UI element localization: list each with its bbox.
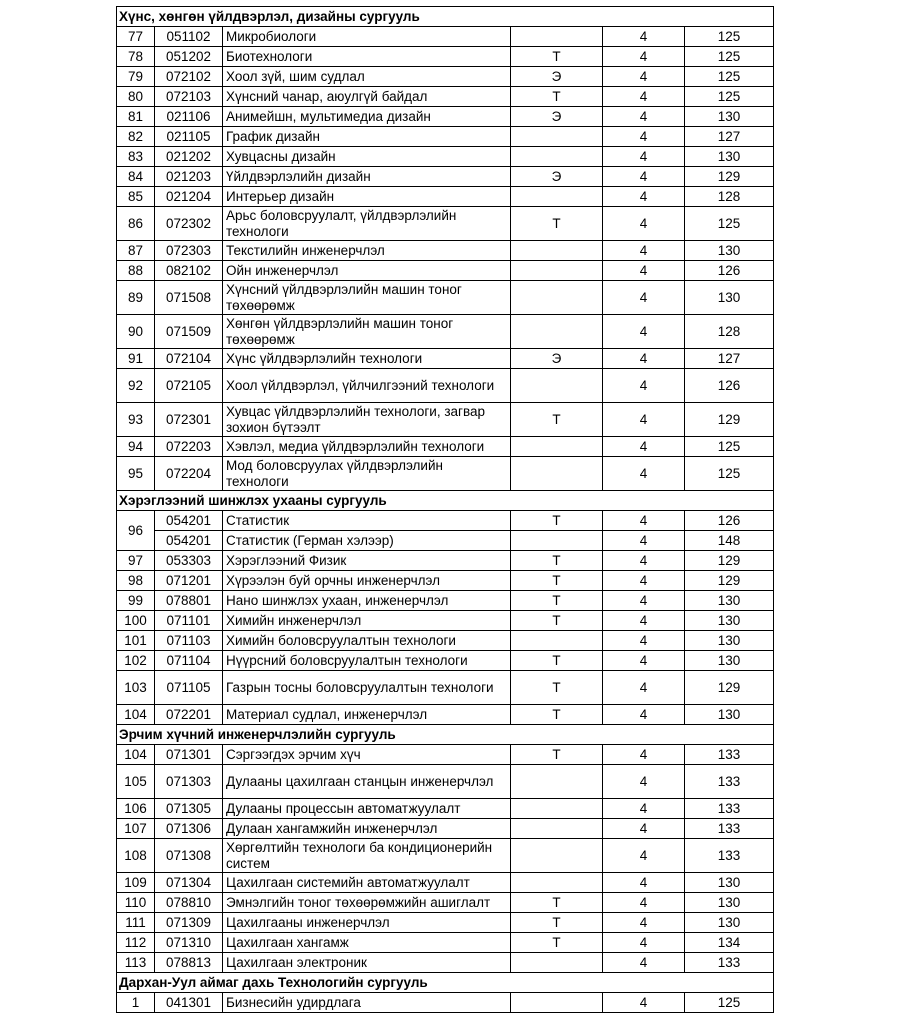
program-name: Статистик (Герман хэлээр) xyxy=(223,531,511,551)
program-code: 072203 xyxy=(155,437,223,457)
program-mark xyxy=(511,187,603,207)
program-credits: 129 xyxy=(685,571,774,591)
row-number: 112 xyxy=(117,933,155,953)
program-years: 4 xyxy=(603,147,685,167)
program-credits: 130 xyxy=(685,147,774,167)
program-code: 082102 xyxy=(155,261,223,281)
row-number: 80 xyxy=(117,87,155,107)
program-years: 4 xyxy=(603,765,685,799)
program-credits: 130 xyxy=(685,241,774,261)
row-number: 93 xyxy=(117,403,155,437)
program-credits: 129 xyxy=(685,551,774,571)
table-row xyxy=(117,745,774,765)
program-name: Хувцасны дизайн xyxy=(223,147,511,167)
program-mark: Т xyxy=(511,403,603,437)
program-credits: 125 xyxy=(685,457,774,491)
program-years: 4 xyxy=(603,933,685,953)
row-number: 107 xyxy=(117,819,155,839)
program-name: Хүнс үйлдвэрлэлийн технологи xyxy=(223,349,511,369)
program-credits: 133 xyxy=(685,745,774,765)
program-years: 4 xyxy=(603,551,685,571)
row-number: 108 xyxy=(117,839,155,873)
program-mark xyxy=(511,127,603,147)
program-years: 4 xyxy=(603,187,685,207)
program-mark: Т xyxy=(511,571,603,591)
program-credits: 130 xyxy=(685,591,774,611)
program-code: 072105 xyxy=(155,369,223,403)
table-row xyxy=(117,187,774,207)
program-mark: Т xyxy=(511,551,603,571)
program-mark xyxy=(511,799,603,819)
program-years: 4 xyxy=(603,591,685,611)
row-number: 91 xyxy=(117,349,155,369)
row-number: 109 xyxy=(117,873,155,893)
program-code: 021204 xyxy=(155,187,223,207)
program-years: 4 xyxy=(603,511,685,531)
table-row xyxy=(117,261,774,281)
program-mark: Т xyxy=(511,893,603,913)
table-row xyxy=(117,705,774,725)
program-years: 4 xyxy=(603,127,685,147)
row-number: 99 xyxy=(117,591,155,611)
program-credits: 126 xyxy=(685,511,774,531)
program-credits: 126 xyxy=(685,369,774,403)
program-years: 4 xyxy=(603,107,685,127)
program-credits: 128 xyxy=(685,315,774,349)
program-mark xyxy=(511,531,603,551)
program-name: Хөргөлтийн технологи ба кондиционерийн систем xyxy=(223,839,511,873)
program-name: Сэргээгдэх эрчим хүч xyxy=(223,745,511,765)
program-code: 021106 xyxy=(155,107,223,127)
program-code: 072302 xyxy=(155,207,223,241)
program-name: Анимейшн, мультимедиа дизайн xyxy=(223,107,511,127)
program-mark: Э xyxy=(511,349,603,369)
program-mark xyxy=(511,27,603,47)
program-years: 4 xyxy=(603,315,685,349)
program-table xyxy=(116,6,774,1013)
row-number: 105 xyxy=(117,765,155,799)
row-number: 104 xyxy=(117,745,155,765)
table-row xyxy=(117,349,774,369)
program-code: 071105 xyxy=(155,671,223,705)
program-name: Хөнгөн үйлдвэрлэлийн машин тоног төхөөрөмж xyxy=(223,315,511,349)
program-credits: 125 xyxy=(685,87,774,107)
program-years: 4 xyxy=(603,993,685,1013)
program-years: 4 xyxy=(603,27,685,47)
row-number: 101 xyxy=(117,631,155,651)
program-name: Хоол зүй, шим судлал xyxy=(223,67,511,87)
program-years: 4 xyxy=(603,67,685,87)
row-number: 103 xyxy=(117,671,155,705)
program-credits: 130 xyxy=(685,651,774,671)
table-row xyxy=(117,839,774,873)
section-title: Хэрэглээний шинжлэх ухааны сургууль xyxy=(117,491,774,511)
program-years: 4 xyxy=(603,873,685,893)
table-row xyxy=(117,207,774,241)
program-code: 072204 xyxy=(155,457,223,491)
row-number: 78 xyxy=(117,47,155,67)
row-number: 94 xyxy=(117,437,155,457)
program-name: Нүүрсний боловсруулалтын технологи xyxy=(223,651,511,671)
program-years: 4 xyxy=(603,241,685,261)
program-credits: 133 xyxy=(685,839,774,873)
program-name: Мод боловсруулах үйлдвэрлэлийн технологи xyxy=(223,457,511,491)
table-row xyxy=(117,457,774,491)
row-number: 92 xyxy=(117,369,155,403)
program-name: Газрын тосны боловсруулалтын технологи xyxy=(223,671,511,705)
program-years: 4 xyxy=(603,611,685,631)
table-row xyxy=(117,591,774,611)
table-row xyxy=(117,167,774,187)
row-number: 83 xyxy=(117,147,155,167)
table-row xyxy=(117,87,774,107)
program-code: 051102 xyxy=(155,27,223,47)
row-number: 85 xyxy=(117,187,155,207)
program-name: Химийн инженерчлэл xyxy=(223,611,511,631)
program-mark xyxy=(511,873,603,893)
program-years: 4 xyxy=(603,349,685,369)
table-row xyxy=(117,241,774,261)
program-code: 072104 xyxy=(155,349,223,369)
program-credits: 133 xyxy=(685,953,774,973)
table-row xyxy=(117,437,774,457)
program-mark xyxy=(511,839,603,873)
program-credits: 130 xyxy=(685,913,774,933)
program-name: Хүрээлэн буй орчны инженерчлэл xyxy=(223,571,511,591)
row-number: 88 xyxy=(117,261,155,281)
table-row xyxy=(117,147,774,167)
program-code: 041301 xyxy=(155,993,223,1013)
program-code: 071308 xyxy=(155,839,223,873)
program-years: 4 xyxy=(603,839,685,873)
program-credits: 134 xyxy=(685,933,774,953)
program-name: Цахилгаан хангамж xyxy=(223,933,511,953)
program-credits: 126 xyxy=(685,261,774,281)
program-years: 4 xyxy=(603,671,685,705)
table-row xyxy=(117,107,774,127)
program-code: 071306 xyxy=(155,819,223,839)
table-row xyxy=(117,913,774,933)
program-credits: 133 xyxy=(685,819,774,839)
table-row xyxy=(117,933,774,953)
program-mark: Т xyxy=(511,705,603,725)
table-row xyxy=(117,315,774,349)
program-credits: 127 xyxy=(685,127,774,147)
program-mark xyxy=(511,241,603,261)
program-name: Химийн боловсруулалтын технологи xyxy=(223,631,511,651)
table-row xyxy=(117,993,774,1013)
program-mark: Т xyxy=(511,47,603,67)
program-mark: Т xyxy=(511,913,603,933)
program-mark xyxy=(511,369,603,403)
row-number: 98 xyxy=(117,571,155,591)
program-code: 071201 xyxy=(155,571,223,591)
program-code: 071103 xyxy=(155,631,223,651)
row-number: 97 xyxy=(117,551,155,571)
program-code: 071304 xyxy=(155,873,223,893)
section-header-row xyxy=(117,725,774,745)
program-code: 072301 xyxy=(155,403,223,437)
table-row xyxy=(117,47,774,67)
program-mark xyxy=(511,315,603,349)
program-credits: 133 xyxy=(685,765,774,799)
table-row xyxy=(117,551,774,571)
section-header-row xyxy=(117,7,774,27)
row-number: 111 xyxy=(117,913,155,933)
program-name: Цахилгааны инженерчлэл xyxy=(223,913,511,933)
program-code: 072103 xyxy=(155,87,223,107)
program-credits: 125 xyxy=(685,437,774,457)
program-code: 054201 xyxy=(155,511,223,531)
program-name: Хэвлэл, медиа үйлдвэрлэлийн технологи xyxy=(223,437,511,457)
section-title: Эрчим хүчний инженерчлэлийн сургууль xyxy=(117,725,774,745)
row-number: 104 xyxy=(117,705,155,725)
program-years: 4 xyxy=(603,631,685,651)
table-row xyxy=(117,765,774,799)
table-row xyxy=(117,611,774,631)
row-number: 100 xyxy=(117,611,155,631)
program-name: Дулааны процессын автоматжуулалт xyxy=(223,799,511,819)
program-years: 4 xyxy=(603,705,685,725)
program-name: Интерьер дизайн xyxy=(223,187,511,207)
program-name: Биотехнологи xyxy=(223,47,511,67)
program-years: 4 xyxy=(603,437,685,457)
row-number: 87 xyxy=(117,241,155,261)
program-code: 071301 xyxy=(155,745,223,765)
program-code: 021203 xyxy=(155,167,223,187)
program-credits: 125 xyxy=(685,47,774,67)
program-code: 071104 xyxy=(155,651,223,671)
program-credits: 128 xyxy=(685,187,774,207)
table-row xyxy=(117,281,774,315)
table-row xyxy=(117,27,774,47)
program-years: 4 xyxy=(603,167,685,187)
table-row xyxy=(117,571,774,591)
program-code: 072201 xyxy=(155,705,223,725)
program-code: 021202 xyxy=(155,147,223,167)
program-code: 071101 xyxy=(155,611,223,631)
program-mark: Т xyxy=(511,207,603,241)
program-name: Ойн инженерчлэл xyxy=(223,261,511,281)
table-row xyxy=(117,953,774,973)
table-row xyxy=(117,511,774,531)
program-mark xyxy=(511,993,603,1013)
program-years: 4 xyxy=(603,799,685,819)
program-years: 4 xyxy=(603,281,685,315)
table-row xyxy=(117,873,774,893)
program-name: Текстилийн инженерчлэл xyxy=(223,241,511,261)
program-credits: 125 xyxy=(685,27,774,47)
program-years: 4 xyxy=(603,261,685,281)
program-mark: Э xyxy=(511,107,603,127)
program-mark: Т xyxy=(511,611,603,631)
program-mark: Т xyxy=(511,745,603,765)
program-name: Хүнсний чанар, аюулгүй байдал xyxy=(223,87,511,107)
row-number: 77 xyxy=(117,27,155,47)
table-row xyxy=(117,369,774,403)
program-name: Дулаан хангамжийн инженерчлэл xyxy=(223,819,511,839)
program-code: 053303 xyxy=(155,551,223,571)
program-code: 078813 xyxy=(155,953,223,973)
program-code: 054201 xyxy=(155,531,223,551)
program-years: 4 xyxy=(603,403,685,437)
program-credits: 129 xyxy=(685,167,774,187)
program-mark: Т xyxy=(511,933,603,953)
program-years: 4 xyxy=(603,893,685,913)
row-number: 102 xyxy=(117,651,155,671)
program-credits: 129 xyxy=(685,403,774,437)
program-name: Үйлдвэрлэлийн дизайн xyxy=(223,167,511,187)
row-number: 84 xyxy=(117,167,155,187)
table-row xyxy=(117,671,774,705)
program-years: 4 xyxy=(603,47,685,67)
program-credits: 130 xyxy=(685,705,774,725)
program-name: Нано шинжлэх ухаан, инженерчлэл xyxy=(223,591,511,611)
program-code: 071305 xyxy=(155,799,223,819)
program-name: Бизнесийн удирдлага xyxy=(223,993,511,1013)
program-mark xyxy=(511,819,603,839)
program-mark xyxy=(511,147,603,167)
program-mark: Т xyxy=(511,87,603,107)
program-mark xyxy=(511,953,603,973)
section-title: Дархан-Уул аймаг дахь Технологийн сургууль xyxy=(117,973,774,993)
program-years: 4 xyxy=(603,207,685,241)
table-row xyxy=(117,893,774,913)
program-mark: Т xyxy=(511,511,603,531)
row-number: 86 xyxy=(117,207,155,241)
program-name: Хүнсний үйлдвэрлэлийн машин тоног төхөөрөмж xyxy=(223,281,511,315)
program-years: 4 xyxy=(603,457,685,491)
program-credits: 125 xyxy=(685,207,774,241)
program-credits: 125 xyxy=(685,993,774,1013)
program-code: 072303 xyxy=(155,241,223,261)
program-mark xyxy=(511,457,603,491)
section-header-row xyxy=(117,491,774,511)
row-number: 81 xyxy=(117,107,155,127)
program-mark: Э xyxy=(511,167,603,187)
program-name: Хоол үйлдвэрлэл, үйлчилгээний технологи xyxy=(223,369,511,403)
program-years: 4 xyxy=(603,745,685,765)
program-code: 078801 xyxy=(155,591,223,611)
program-years: 4 xyxy=(603,819,685,839)
program-name: Материал судлал, инженерчлэл xyxy=(223,705,511,725)
program-name: Эмнэлгийн тоног төхөөрөмжийн ашиглалт xyxy=(223,893,511,913)
program-mark xyxy=(511,281,603,315)
program-years: 4 xyxy=(603,369,685,403)
row-number: 90 xyxy=(117,315,155,349)
section-title: Хүнс, хөнгөн үйлдвэрлэл, дизайны сургууль xyxy=(117,7,774,27)
program-years: 4 xyxy=(603,87,685,107)
program-years: 4 xyxy=(603,913,685,933)
program-credits: 127 xyxy=(685,349,774,369)
table-row xyxy=(117,403,774,437)
row-number: 96 xyxy=(117,511,155,551)
program-years: 4 xyxy=(603,531,685,551)
program-credits: 129 xyxy=(685,671,774,705)
section-header-row xyxy=(117,973,774,993)
program-name: Арьс боловсруулалт, үйлдвэрлэлийн технологи xyxy=(223,207,511,241)
program-mark: Э xyxy=(511,67,603,87)
program-mark xyxy=(511,765,603,799)
program-credits: 130 xyxy=(685,281,774,315)
program-credits: 148 xyxy=(685,531,774,551)
program-code: 071508 xyxy=(155,281,223,315)
program-code: 071309 xyxy=(155,913,223,933)
row-number: 110 xyxy=(117,893,155,913)
row-number: 113 xyxy=(117,953,155,973)
program-name: График дизайн xyxy=(223,127,511,147)
table-row xyxy=(117,819,774,839)
program-mark xyxy=(511,631,603,651)
table-row xyxy=(117,651,774,671)
row-number: 1 xyxy=(117,993,155,1013)
program-credits: 130 xyxy=(685,631,774,651)
program-credits: 130 xyxy=(685,893,774,913)
program-code: 021105 xyxy=(155,127,223,147)
program-code: 071310 xyxy=(155,933,223,953)
program-mark: Т xyxy=(511,591,603,611)
program-name: Хэрэглээний Физик xyxy=(223,551,511,571)
table-row xyxy=(117,531,774,551)
row-number: 79 xyxy=(117,67,155,87)
program-code: 078810 xyxy=(155,893,223,913)
program-credits: 125 xyxy=(685,67,774,87)
program-credits: 130 xyxy=(685,873,774,893)
row-number: 89 xyxy=(117,281,155,315)
program-code: 072102 xyxy=(155,67,223,87)
program-credits: 130 xyxy=(685,611,774,631)
program-credits: 133 xyxy=(685,799,774,819)
program-mark xyxy=(511,437,603,457)
row-number: 95 xyxy=(117,457,155,491)
program-name: Хувцас үйлдвэрлэлийн технологи, загвар зохион бүтээлт xyxy=(223,403,511,437)
program-name: Цахилгаан электроник xyxy=(223,953,511,973)
table-row xyxy=(117,799,774,819)
program-name: Микробиологи xyxy=(223,27,511,47)
program-mark xyxy=(511,261,603,281)
program-credits: 130 xyxy=(685,107,774,127)
program-code: 051202 xyxy=(155,47,223,67)
program-code: 071509 xyxy=(155,315,223,349)
program-mark: Т xyxy=(511,671,603,705)
program-name: Статистик xyxy=(223,511,511,531)
program-name: Цахилгаан системийн автоматжуулалт xyxy=(223,873,511,893)
program-mark: Т xyxy=(511,651,603,671)
program-years: 4 xyxy=(603,571,685,591)
row-number: 82 xyxy=(117,127,155,147)
program-code: 071303 xyxy=(155,765,223,799)
program-years: 4 xyxy=(603,651,685,671)
table-row xyxy=(117,67,774,87)
program-years: 4 xyxy=(603,953,685,973)
row-number: 106 xyxy=(117,799,155,819)
table-row xyxy=(117,127,774,147)
program-name: Дулааны цахилгаан станцын инженерчлэл xyxy=(223,765,511,799)
table-row xyxy=(117,631,774,651)
